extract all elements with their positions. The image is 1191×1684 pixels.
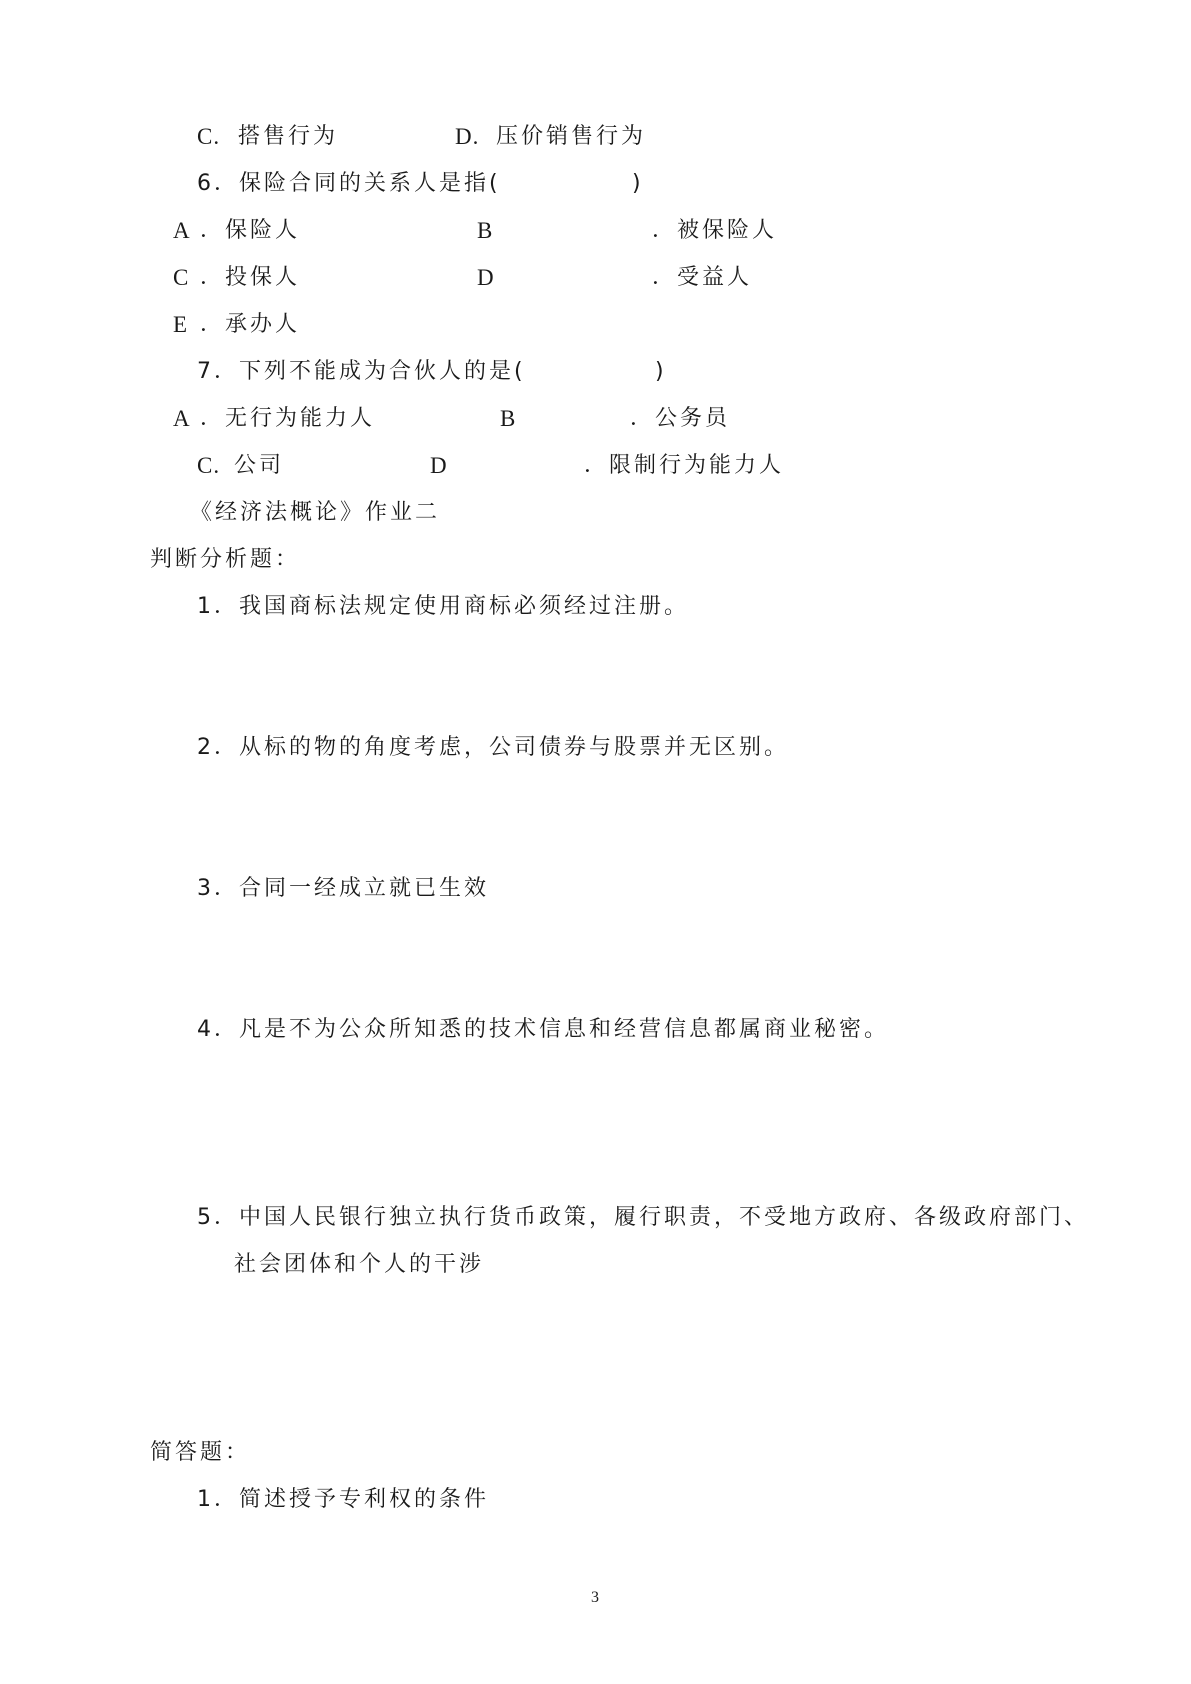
judgment-item: 2．从标的物的角度考虑，公司债券与股票并无区别。 <box>197 735 789 760</box>
short-answer-item: 1．简述授予专利权的条件 <box>197 1487 489 1512</box>
option-text: ．被保险人 <box>652 218 778 243</box>
section-heading: 简答题： <box>150 1440 251 1465</box>
answer-bracket-close: ) <box>632 171 644 196</box>
option-letter: B <box>477 218 494 243</box>
judgment-item-continuation: 社会团体和个人的干涉 <box>234 1252 485 1277</box>
option-letter: C. <box>197 453 221 478</box>
section-heading: 判断分析题： <box>150 547 301 572</box>
option-letter: C. <box>197 124 221 149</box>
option-text: ．投保人 <box>200 265 301 290</box>
option-text: ．限制行为能力人 <box>584 453 785 478</box>
question-stem: 7．下列不能成为合伙人的是( <box>197 359 526 384</box>
option-text: 压价销售行为 <box>496 124 647 149</box>
judgment-item: 1．我国商标法规定使用商标必须经过注册。 <box>197 594 689 619</box>
judgment-item: 3．合同一经成立就已生效 <box>197 876 489 901</box>
page-number: 3 <box>591 1589 599 1606</box>
assignment-title: 《经济法概论》作业二 <box>190 500 441 525</box>
question-stem: 6．保险合同的关系人是指( <box>197 171 501 196</box>
answer-bracket-close: ) <box>655 359 667 384</box>
option-text: ．保险人 <box>200 218 301 243</box>
judgment-item: 4．凡是不为公众所知悉的技术信息和经营信息都属商业秘密。 <box>197 1017 889 1042</box>
option-text: ．公务员 <box>630 406 731 431</box>
option-letter: D. <box>455 124 480 149</box>
judgment-item: 5．中国人民银行独立执行货币政策，履行职责，不受地方政府、各级政府部门、 <box>197 1205 1089 1230</box>
option-text: 搭售行为 <box>238 124 339 149</box>
option-text: ．受益人 <box>652 265 753 290</box>
option-letter: A <box>173 406 191 431</box>
option-letter: C <box>173 265 190 290</box>
option-letter: B <box>500 406 517 431</box>
option-letter: D <box>430 453 448 478</box>
option-letter: A <box>173 218 191 243</box>
option-text: 公司 <box>234 453 285 478</box>
option-text: ．承办人 <box>200 312 301 337</box>
option-text: ．无行为能力人 <box>200 406 376 431</box>
option-letter: E <box>173 312 189 337</box>
option-letter: D <box>477 265 495 290</box>
